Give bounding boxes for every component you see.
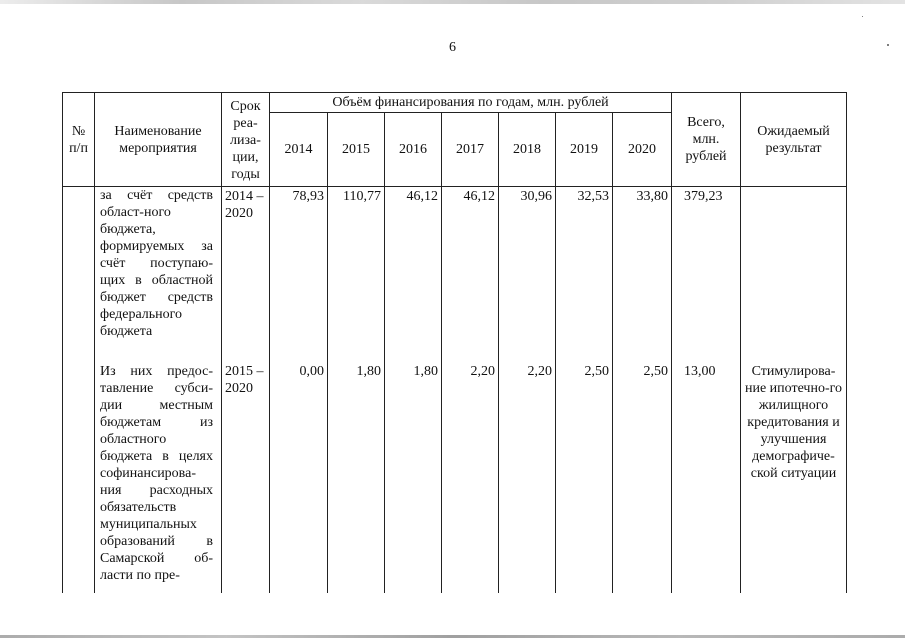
page-number: 6	[449, 40, 456, 55]
header-year: 2015	[328, 113, 385, 187]
cell-name: за счёт средств област-ного бюджета, формируемых за счёт поступаю-щих в областной бюджет средств федерального бюджета	[95, 187, 222, 364]
cell-value-2019: 32,53	[556, 187, 613, 364]
cell-value-2017: 46,12	[442, 187, 499, 364]
cell-value-2014: 0,00	[270, 363, 328, 593]
cell-value-2014: 78,93	[270, 187, 328, 364]
header-name: Наименование мероприятия	[95, 93, 222, 187]
cell-value-2016: 46,12	[385, 187, 442, 364]
cell-value-2020: 33,80	[613, 187, 672, 364]
cell-value-2016: 1,80	[385, 363, 442, 593]
cell-number	[63, 187, 95, 364]
cell-value-2015: 1,80	[328, 363, 385, 593]
header-total: Всего, млн. рублей	[672, 93, 741, 187]
cell-period: 2015 – 2020	[222, 363, 270, 593]
header-number: № п/п	[63, 93, 95, 187]
cell-name: Из них предос-тавление субси-дии местным бюджетам из областного бюджета в целях софинансирова-ния расходных обязательств муниципальных образований в Самарской об-ласти по пре-	[95, 363, 222, 593]
cell-result	[741, 187, 847, 364]
cell-value-2017: 2,20	[442, 363, 499, 593]
scan-speck	[862, 16, 863, 17]
header-result: Ожидаемый результат	[741, 93, 847, 187]
cell-result: Стимулирова-ние ипотечно-го жилищного кредитования и улучшения демографиче-ской ситуации	[741, 363, 847, 593]
cell-period: 2014 – 2020	[222, 187, 270, 364]
funding-table	[62, 92, 847, 593]
header-year: 2018	[499, 113, 556, 187]
header-year: 2014	[270, 113, 328, 187]
header-year: 2016	[385, 113, 442, 187]
cell-value-2019: 2,50	[556, 363, 613, 593]
table-row	[63, 187, 847, 364]
cell-value-2020: 2,50	[613, 363, 672, 593]
header-year: 2019	[556, 113, 613, 187]
header-year: 2017	[442, 113, 499, 187]
cell-value-2015: 110,77	[328, 187, 385, 364]
scan-edge-bottom	[0, 635, 905, 638]
cell-value-2018: 30,96	[499, 187, 556, 364]
cell-value-2018: 2,20	[499, 363, 556, 593]
header-year: 2020	[613, 113, 672, 187]
cell-total: 379,23	[672, 187, 741, 364]
header-funding: Объём финансирования по годам, млн. рублей	[270, 93, 672, 113]
cell-total: 13,00	[672, 363, 741, 593]
table-row	[63, 363, 847, 593]
scan-edge-top	[0, 0, 905, 4]
header-period: Срок реа- лиза- ции, годы	[222, 93, 270, 187]
cell-number	[63, 363, 95, 593]
